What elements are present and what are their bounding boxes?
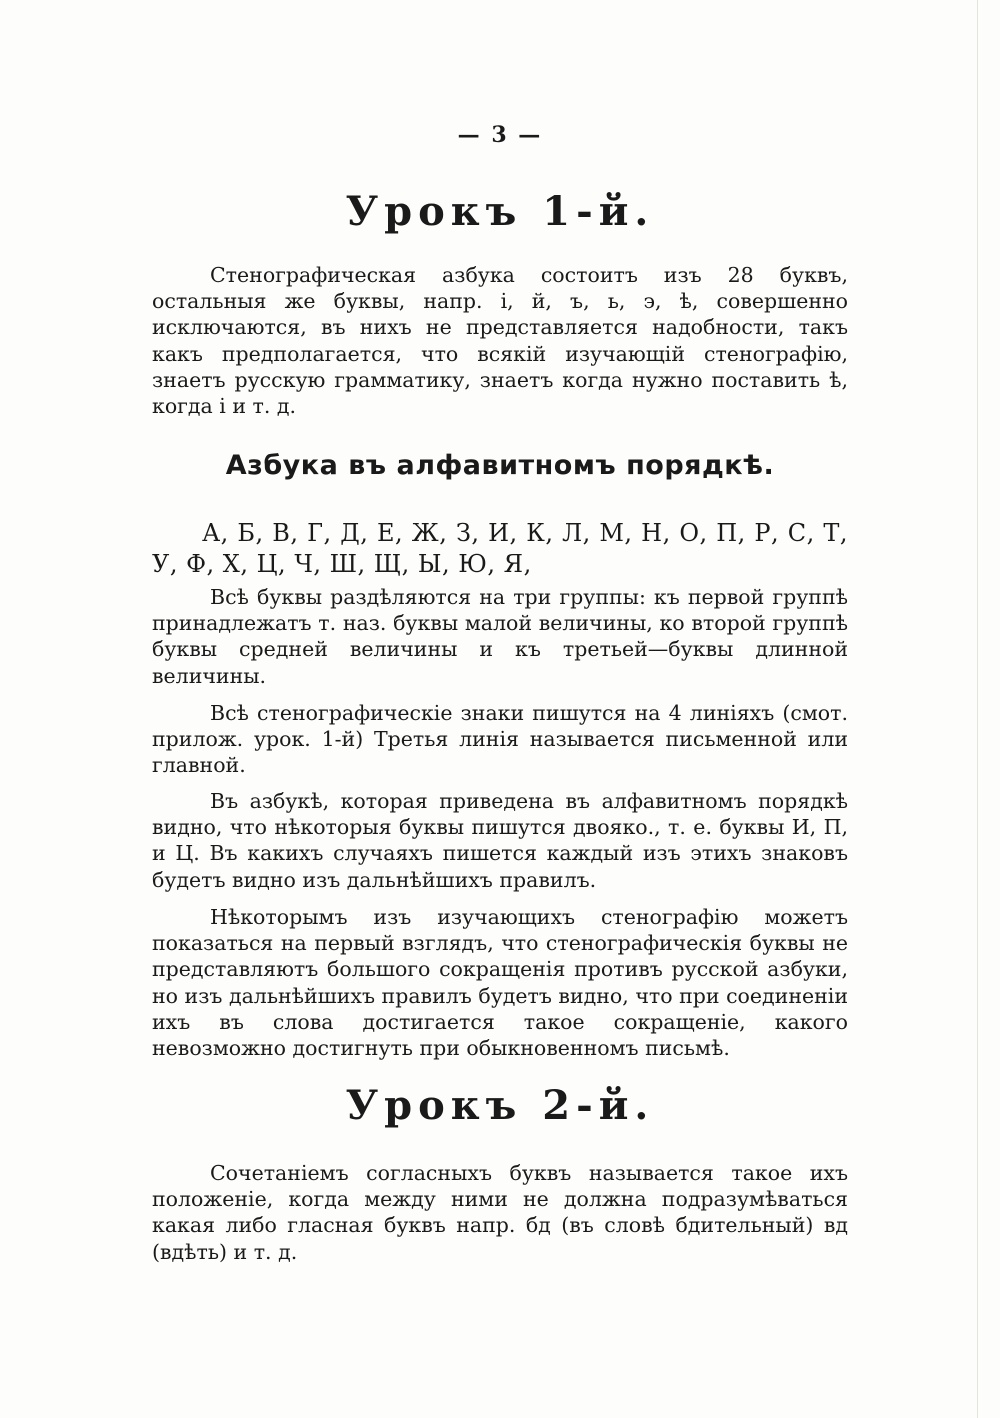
page-edge xyxy=(977,0,978,1418)
lesson-2-title: Урокъ 2-й. xyxy=(345,1082,655,1129)
paragraph-double-letters: Въ азбукѣ, которая приведена въ алфавитномъ порядкѣ видно, что нѣкоторыя буквы пишутся двояко., т. е. буквы И, П, и Ц. Въ какихъ случаяхъ пишется каждый изъ этихъ знаковъ будетъ видно изъ дальнѣйшихъ правилъ. xyxy=(152,789,848,892)
lesson-1-title: Урокъ 1-й. xyxy=(345,188,655,235)
lesson-1-intro: Стенографическая азбука состоитъ изъ 28 буквъ, остальныя же буквы, напр. і, й, ъ, ь, э, ѣ, совершенно исключаются, въ нихъ не представляется надобности, такъ какъ предполагается, что всякій изучающій стенографію, знаетъ русскую грамматику, знаетъ когда нужно поставить ѣ, когда і и т. д. xyxy=(152,263,848,419)
alphabet-letters: А, Б, В, Г, Д, Е, Ж, З, И, К, Л, М, Н, О, П, Р, С, Т, У, Ф, Х, Ц, Ч, Ш, Щ, Ы, Ю, Я, xyxy=(152,519,848,578)
paragraph-abbreviation: Нѣкоторымъ изъ изучающихъ стенографію можетъ показаться на первый взглядъ, что стенографическія буквы не представляютъ большого сокращенія противъ русской азбуки, но изъ дальнѣйшихъ правилъ будетъ видно, что при соединеніи ихъ въ слова достигается такое сокращеніе, какого невозможно достигнуть при обыкновенномъ письмѣ. xyxy=(152,905,848,1061)
paragraph-lines: Всѣ стенографическіе знаки пишутся на 4 линіяхъ (смот. прилож. урок. 1-й) Третья линія называется письменной или главной. xyxy=(152,701,848,778)
page-number: — 3 — xyxy=(457,122,543,148)
paragraph-letter-groups: Всѣ буквы раздѣляются на три группы: къ первой группѣ принадлежатъ т. наз. буквы малой величины, ко второй группѣ буквы средней величины и къ третьей—буквы длинной величины. xyxy=(152,585,848,688)
alphabet-section-title: Азбука въ алфавитномъ порядкѣ. xyxy=(225,450,775,481)
lesson-2-intro: Сочетаніемъ согласныхъ буквъ называется такое ихъ положеніе, когда между ними не должна подразумѣваться какая либо гласная буквъ напр. бд (въ словѣ бдительный) вд (вдѣть) и т. д. xyxy=(152,1161,848,1264)
